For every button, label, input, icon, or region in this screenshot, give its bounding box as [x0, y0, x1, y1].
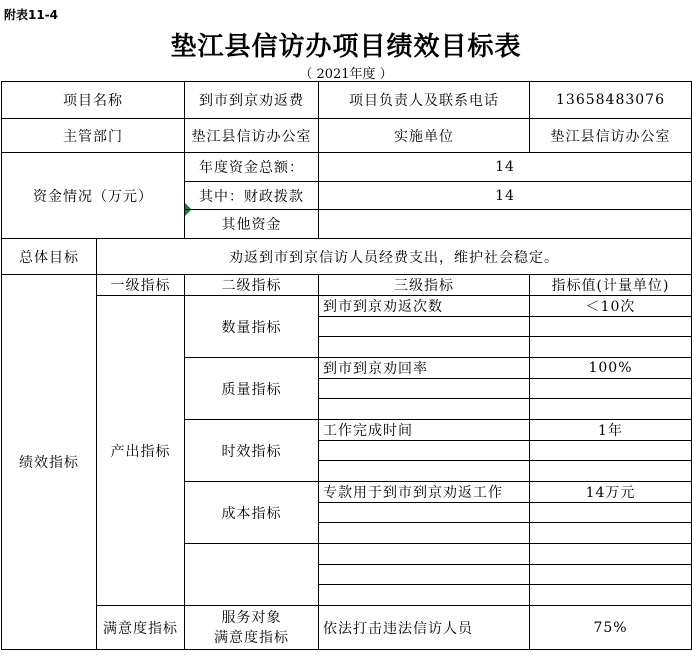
- table-row: [2, 296, 692, 317]
- time-value: 1年: [530, 420, 692, 441]
- level2-header: 二级指标: [185, 275, 319, 296]
- quality-label: 质量指标: [185, 358, 319, 420]
- service-value: 75%: [530, 606, 692, 650]
- funds-fiscal-value: 14: [319, 182, 692, 210]
- funds-total-label: 年度资金总额：: [185, 153, 319, 182]
- funds-other-value: [319, 210, 692, 239]
- dept-value: 垫江县信访办公室: [185, 119, 319, 153]
- quantity-label: 数量指标: [185, 296, 319, 358]
- table-row: [2, 119, 692, 153]
- cost-item: 专款用于到市到京劝返工作: [319, 482, 530, 503]
- comment-marker-icon: [185, 203, 191, 209]
- funds-fiscal-text: 其中：财政拨款: [199, 188, 304, 205]
- funds-total-value: 14: [319, 153, 692, 182]
- service-label-line2: 满意度指标: [214, 629, 289, 646]
- year-label: （ 2021年度 ）: [299, 67, 393, 82]
- quantity-item: 到市到京劝返次数: [319, 296, 530, 317]
- blank-level2: [185, 544, 319, 606]
- project-owner-phone: 13658483076: [530, 82, 692, 119]
- project-name-value: 到市到京劝返费: [185, 82, 319, 119]
- level1-header: 一级指标: [97, 275, 185, 296]
- time-item: 工作完成时间: [319, 420, 530, 441]
- impl-value: 垫江县信访办公室: [530, 119, 692, 153]
- table-row: [2, 82, 692, 119]
- funds-other-label: [185, 210, 319, 239]
- funds-other-text: 其他资金: [221, 217, 282, 233]
- impl-label: 实施单位: [319, 119, 530, 153]
- comment-marker-icon: [185, 210, 191, 216]
- performance-table: [1, 81, 692, 650]
- indicators-label: 绩效指标: [2, 275, 97, 650]
- page-title: 垫江县信访办项目绩效目标表: [170, 32, 522, 62]
- quantity-value: ＜10次: [530, 296, 692, 317]
- satisfaction-label: 满意度指标: [97, 606, 185, 650]
- attachment-label: 附表11-4: [4, 8, 59, 22]
- goal-text: 劝返到市到京信访人员经费支出，维护社会稳定。: [97, 239, 692, 275]
- table-row: [2, 606, 692, 650]
- service-label: [185, 606, 319, 650]
- funds-fiscal-label: [185, 182, 319, 210]
- value-header: 指标值(计量单位): [530, 275, 692, 296]
- project-name-label: 项目名称: [2, 82, 185, 119]
- quality-item: 到市到京劝回率: [319, 358, 530, 379]
- funds-label: 资金情况（万元）: [2, 153, 185, 239]
- dept-label: 主管部门: [2, 119, 185, 153]
- cost-label: 成本指标: [185, 482, 319, 544]
- cost-value: 14万元: [530, 482, 692, 503]
- project-owner-label: 项目负责人及联系电话: [319, 82, 530, 119]
- service-item: 依法打击违法信访人员: [319, 606, 530, 650]
- table-row: [2, 275, 692, 296]
- service-label-line1: 服务对象: [221, 609, 282, 626]
- goal-label: 总体目标: [2, 239, 97, 275]
- table-row: [2, 153, 692, 182]
- level3-header: 三级指标: [319, 275, 530, 296]
- quality-value: 100%: [530, 358, 692, 379]
- table-row: [2, 239, 692, 275]
- time-label: 时效指标: [185, 420, 319, 482]
- output-label: 产出指标: [97, 296, 185, 606]
